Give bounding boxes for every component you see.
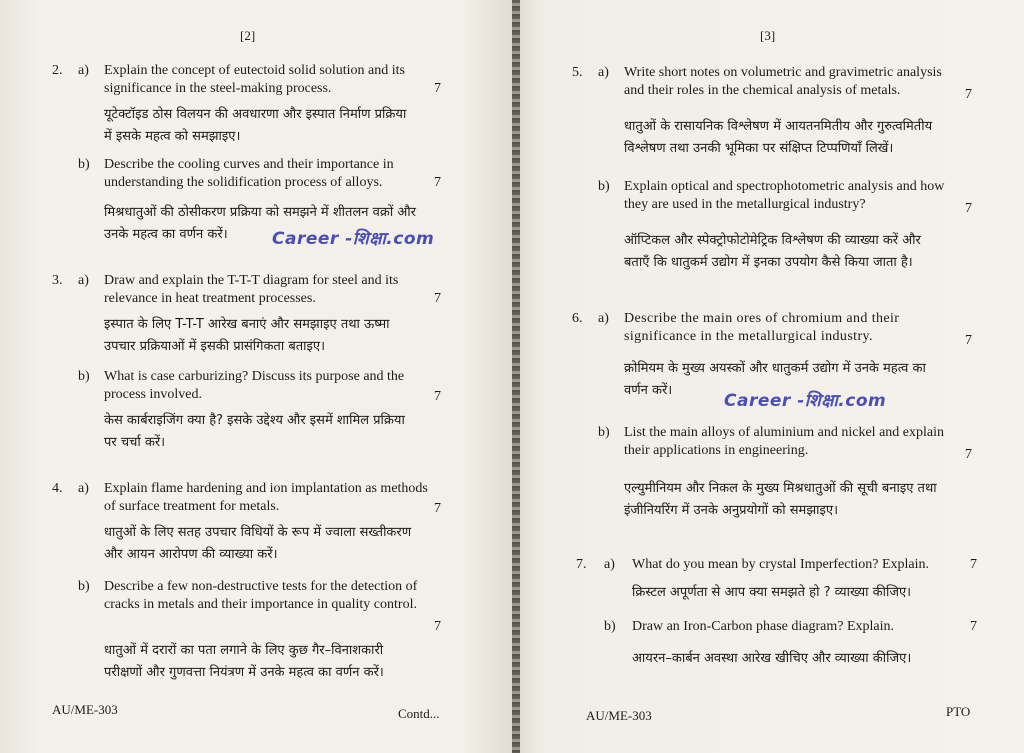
hindi-text-line: धातुओं में दरारों का पता लगाने के लिए कुछ गैर–विनाशकारी: [104, 643, 384, 658]
question-text-line: Write short notes on volumetric and gravimetric analysis: [624, 65, 942, 80]
hindi-text-line: वर्णन करें।: [624, 383, 673, 398]
hindi-text-line: मिश्रधातुओं की ठोसीकरण प्रक्रिया को समझने में शीतलन वक्रों और: [104, 205, 416, 220]
question-text-line: understanding the solidification process of alloys.: [104, 175, 383, 190]
book-spine: [512, 0, 520, 753]
question-text-line: Describe the main ores of chromium and their: [624, 311, 900, 326]
marks: 7: [970, 619, 977, 634]
question-text-line: significance in the steel-making process.: [104, 81, 332, 96]
part-label: a): [78, 63, 89, 78]
hindi-text-line: केस कार्बराइजिंग क्या है? इसके उद्देश्य और इसमें शामिल प्रक्रिया: [104, 413, 405, 428]
marks: 7: [965, 87, 972, 102]
question-text-line: of surface treatment for metals.: [104, 499, 280, 514]
footer-continued: Contd...: [398, 706, 440, 721]
footer-pto: PTO: [946, 704, 971, 719]
question-number: 6.: [572, 311, 583, 326]
hindi-text-line: और आयन आरोपण की व्याख्या करें।: [104, 547, 278, 562]
question-number: 2.: [52, 63, 63, 78]
part-label: b): [78, 579, 90, 594]
question-text-line: their applications in engineering.: [624, 443, 809, 458]
part-label: b): [78, 157, 90, 172]
hindi-text-line: ऑप्टिकल और स्पेक्ट्रोफोटोमेट्रिक विश्लेषण की व्याख्या करें और: [624, 233, 921, 248]
question-text-line: What is case carburizing? Discuss its purpose and the: [104, 369, 405, 384]
question-number: 5.: [572, 65, 583, 80]
hindi-text-line: आयरन–कार्बन अवस्था आरेख खीचिए और व्याख्या कीजिए।: [632, 651, 912, 666]
part-label: a): [598, 65, 609, 80]
hindi-text-line: यूटेक्टॉइड ठोस विलयन की अवधारणा और इस्पात निर्माण प्रक्रिया: [104, 107, 407, 122]
question-number: 4.: [52, 481, 63, 496]
page-number-right: [3]: [760, 28, 776, 43]
marks: 7: [434, 291, 441, 306]
marks: 7: [965, 447, 972, 462]
hindi-text-line: क्रोमियम के मुख्य अयस्कों और धातुकर्म उद्योग में उनके महत्व का: [624, 361, 926, 376]
hindi-text-line: विश्लेषण तथा उनकी भूमिका पर संक्षिप्त टिप्पणियाँ लिखें।: [624, 141, 894, 156]
hindi-text-line: क्रिस्टल अपूर्णता से आप क्या समझते हो ? व्याख्या कीजिए।: [632, 585, 912, 600]
hindi-text-line: में इसके महत्व को समझाइए।: [104, 129, 241, 144]
question-text-line: What do you mean by crystal Imperfection? Explain.: [632, 557, 930, 572]
right-page: [512, 0, 1024, 753]
question-text-line: they are used in the metallurgical industry?: [624, 197, 866, 212]
marks: 7: [965, 333, 972, 348]
part-label: b): [598, 179, 610, 194]
hindi-text-line: उपचार प्रक्रियाओं में इसकी प्रासंगिकता बताइए।: [104, 339, 326, 354]
question-text-line: Explain optical and spectrophotometric analysis and how: [624, 179, 945, 194]
watermark: Career -शिक्षा.com: [724, 391, 887, 411]
page-number-left: [2]: [240, 28, 256, 43]
question-text-line: Explain flame hardening and ion implantation as methods: [104, 481, 428, 496]
question-text-line: cracks in metals and their importance in quality control.: [104, 597, 417, 612]
question-text-line: process involved.: [104, 387, 202, 402]
marks: 7: [434, 619, 441, 634]
hindi-text-line: इंजीनियरिंग में उनके अनुप्रयोगों को समझाइए।: [624, 503, 839, 518]
footer-code: AU/ME-303: [52, 702, 118, 717]
hindi-text-line: परीक्षणों और गुणवत्ता नियंत्रण में उनके महत्व का वर्णन करें।: [104, 665, 384, 680]
question-text-line: and their roles in the chemical analysis of metals.: [624, 83, 901, 98]
marks: 7: [434, 389, 441, 404]
watermark: Career -शिक्षा.com: [272, 229, 435, 249]
hindi-text-line: एल्युमीनियम और निकल के मुख्य मिश्रधातुओं की सूची बनाइए तथा: [624, 481, 937, 496]
part-label: b): [78, 369, 90, 384]
marks: 7: [434, 175, 441, 190]
marks: 7: [434, 501, 441, 516]
marks: 7: [970, 557, 977, 572]
footer-code: AU/ME-303: [586, 708, 652, 723]
part-label: b): [598, 425, 610, 440]
part-label: a): [604, 557, 615, 572]
question-text-line: relevance in heat treatment processes.: [104, 291, 316, 306]
question-text-line: Describe the cooling curves and their importance in: [104, 157, 394, 172]
hindi-text-line: पर चर्चा करें।: [104, 435, 166, 450]
hindi-text-line: धातुओं के लिए सतह उपचार विधियों के रूप में ज्वाला सख्तीकरण: [104, 525, 412, 540]
question-text-line: Draw an Iron-Carbon phase diagram? Explain.: [632, 619, 895, 634]
part-label: a): [598, 311, 609, 326]
part-label: a): [78, 273, 89, 288]
question-text-line: Explain the concept of eutectoid solid solution and its: [104, 63, 405, 78]
question-number: 3.: [52, 273, 63, 288]
question-number: 7.: [576, 557, 587, 572]
part-label: a): [78, 481, 89, 496]
hindi-text-line: धातुओं के रासायनिक विश्लेषण में आयतनमितीय और गुरुत्वमितीय: [624, 119, 933, 134]
part-label: b): [604, 619, 616, 634]
question-text-line: Draw and explain the T-T-T diagram for steel and its: [104, 273, 399, 288]
question-text-line: significance in the metallurgical industry.: [624, 329, 873, 344]
marks: 7: [434, 81, 441, 96]
question-text-line: List the main alloys of aluminium and nickel and explain: [624, 425, 944, 440]
hindi-text-line: बताएँ कि धातुकर्म उद्योग में इनका उपयोग कैसे किया जाता है।: [624, 255, 913, 270]
marks: 7: [965, 201, 972, 216]
question-text-line: Describe a few non-destructive tests for the detection of: [104, 579, 418, 594]
hindi-text-line: इस्पात के लिए T-T-T आरेख बनाएं और समझाइए तथा ऊष्मा: [104, 317, 390, 332]
hindi-text-line: उनके महत्व का वर्णन करें।: [104, 227, 228, 242]
